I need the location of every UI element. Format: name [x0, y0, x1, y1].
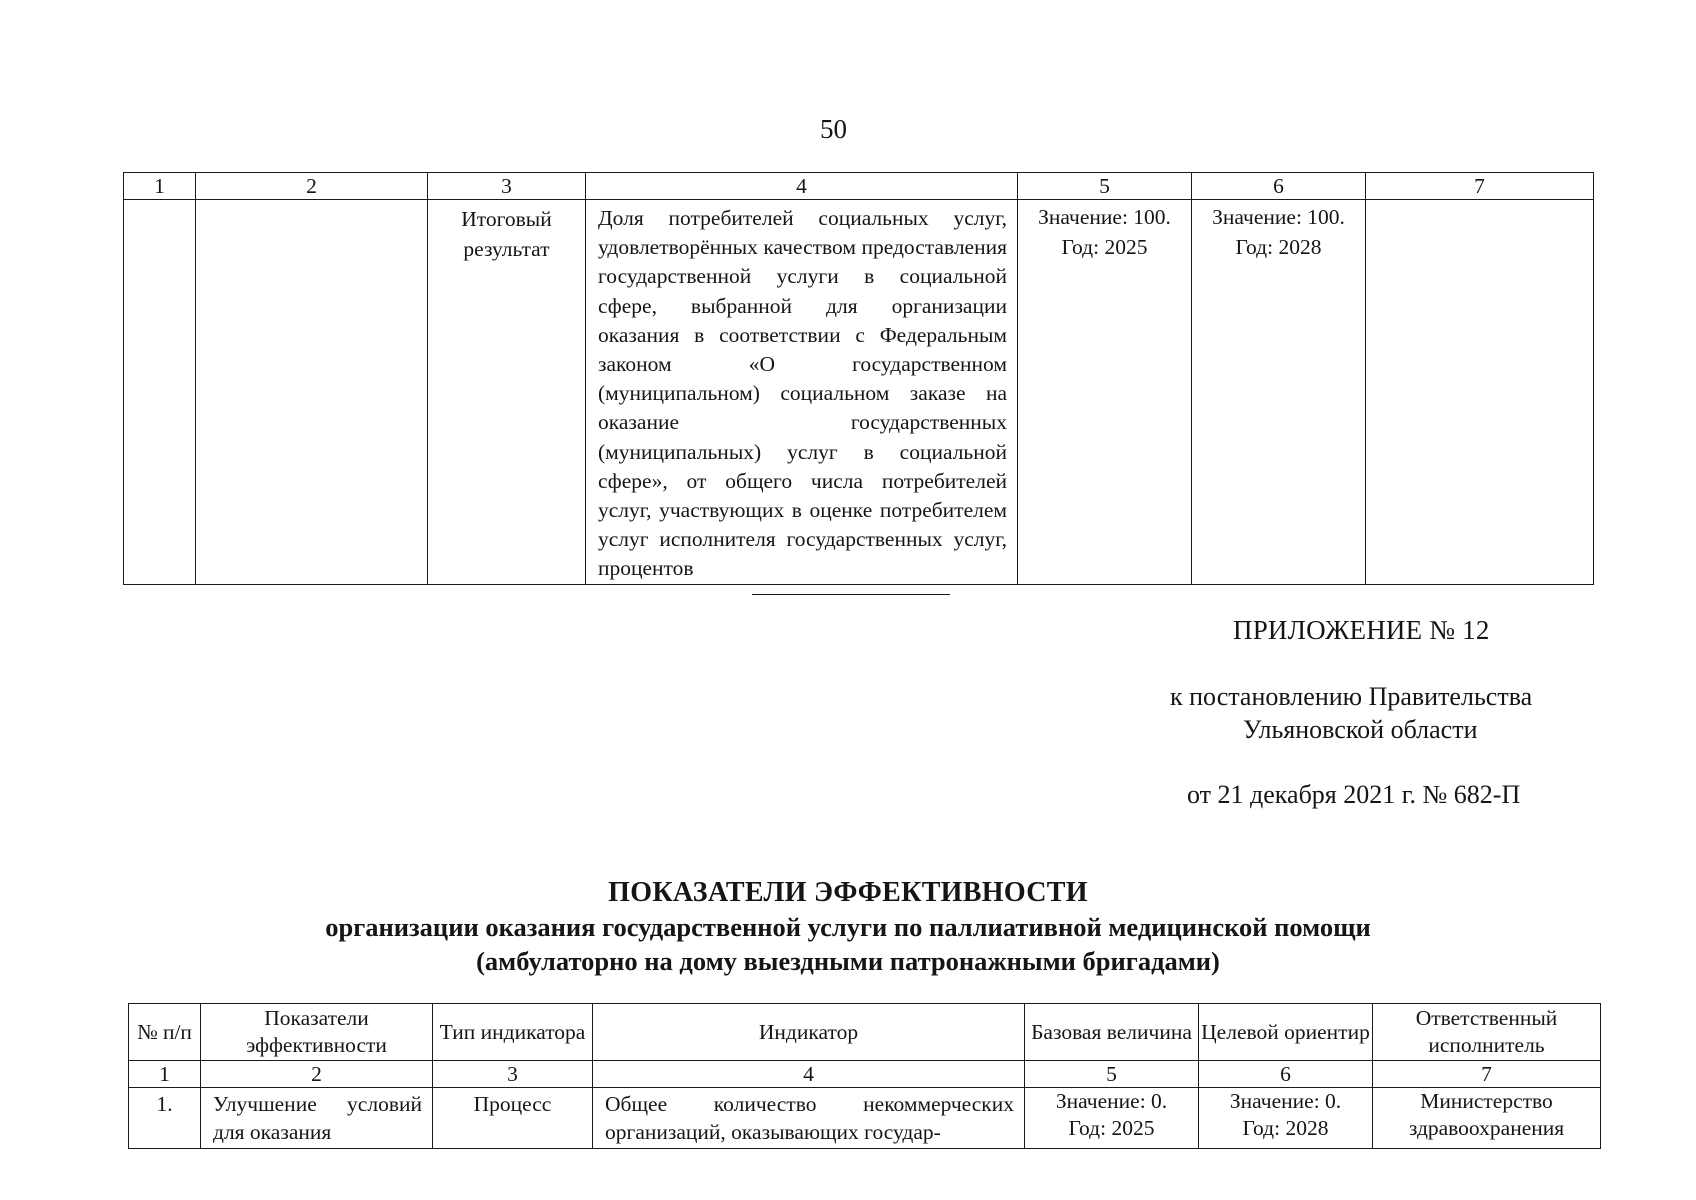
column-number: 3: [433, 1061, 593, 1088]
base-year: Год: 2025: [1061, 235, 1148, 259]
column-number: 1: [129, 1061, 201, 1088]
appendix-date-line: от 21 декабря 2021 г. № 682-П: [1187, 780, 1521, 809]
column-number: 5: [1025, 1061, 1199, 1088]
column-number: 4: [586, 173, 1018, 200]
appendix-region-line: Ульяновской области: [1243, 715, 1478, 744]
column-header-target: Целевой ориентир: [1199, 1004, 1373, 1061]
column-header-indicator-type: Тип индикатора: [433, 1004, 593, 1061]
target-year: Год: 2028: [1235, 235, 1322, 259]
cell-indicator: Общее количество некоммерческих организаций, оказывающих государ-: [593, 1088, 1025, 1149]
page-number: 50: [820, 114, 847, 144]
cell-responsible: [1366, 200, 1594, 585]
separator-line: [752, 594, 950, 595]
cell-efficiency: [196, 200, 428, 585]
target-value: Значение: 100.: [1212, 205, 1345, 229]
cell-indicator-type: Итоговый результат: [428, 200, 586, 585]
cell-indicator: Доля потребителей социальных услуг, удовлетворённых качеством предоставления государственной услуги в социальной сфере, выбранной для организации оказания в соответствии с Федеральным законом «О государственном (муниципальном) социальном заказе на оказание государственных (муниципальных) услуг в социальной сфере», от общего числа потребителей услуг, участвующих в оценке потребителем услуг исполнителя государственных услуг, процентов: [586, 200, 1018, 585]
cell-base-value: [1018, 200, 1192, 585]
cell-target-value: [1199, 1088, 1373, 1149]
column-number: 3: [428, 173, 586, 200]
cell-number: [124, 200, 196, 585]
cell-number: 1.: [129, 1088, 201, 1149]
column-number: 4: [593, 1061, 1025, 1088]
table-row: [124, 200, 1594, 585]
column-number: 2: [196, 173, 428, 200]
cell-indicator-type: Процесс: [433, 1088, 593, 1149]
base-value: Значение: 100.: [1038, 205, 1171, 229]
target-value: Значение: 0.: [1229, 1089, 1342, 1113]
column-header-responsible: Ответственный исполнитель: [1373, 1004, 1601, 1061]
cell-base-value: [1025, 1088, 1199, 1149]
column-number: 7: [1366, 173, 1594, 200]
table-header-numbers-row: [124, 173, 1594, 200]
column-header-number: № п/п: [129, 1004, 201, 1061]
appendix-title: ПРИЛОЖЕНИЕ № 12: [1233, 615, 1490, 645]
column-number: 7: [1373, 1061, 1601, 1088]
document-title: ПОКАЗАТЕЛИ ЭФФЕКТИВНОСТИ: [608, 877, 1088, 908]
column-number: 6: [1192, 173, 1366, 200]
column-number: 1: [124, 173, 196, 200]
table-header-numbers-row: [129, 1061, 1601, 1088]
column-number: 6: [1199, 1061, 1373, 1088]
efficiency-indicators-table: [128, 1003, 1601, 1149]
target-year: Год: 2028: [1242, 1116, 1329, 1140]
column-header-indicator: Индикатор: [593, 1004, 1025, 1061]
document-subtitle: организации оказания государственной услуги по паллиативной медицинской помощи: [325, 912, 1371, 942]
column-header-efficiency: Показатели эффективности: [201, 1004, 433, 1061]
table-header-row: [129, 1004, 1601, 1061]
document-subtitle-parenthetical: (амбулаторно на дому выездными патронажными бригадами): [476, 946, 1220, 976]
cell-responsible: Министерство здравоохранения: [1373, 1088, 1601, 1149]
base-year: Год: 2025: [1068, 1116, 1155, 1140]
column-number: 2: [201, 1061, 433, 1088]
indicators-table-continued: [123, 172, 1594, 585]
base-value: Значение: 0.: [1055, 1089, 1168, 1113]
appendix-resolution-line: к постановлению Правительства: [1170, 682, 1533, 711]
column-header-base-value: Базовая величина: [1025, 1004, 1199, 1061]
cell-efficiency: Улучшение условий для оказания: [201, 1088, 433, 1149]
cell-target-value: [1192, 200, 1366, 585]
column-number: 5: [1018, 173, 1192, 200]
table-row: [129, 1088, 1601, 1149]
